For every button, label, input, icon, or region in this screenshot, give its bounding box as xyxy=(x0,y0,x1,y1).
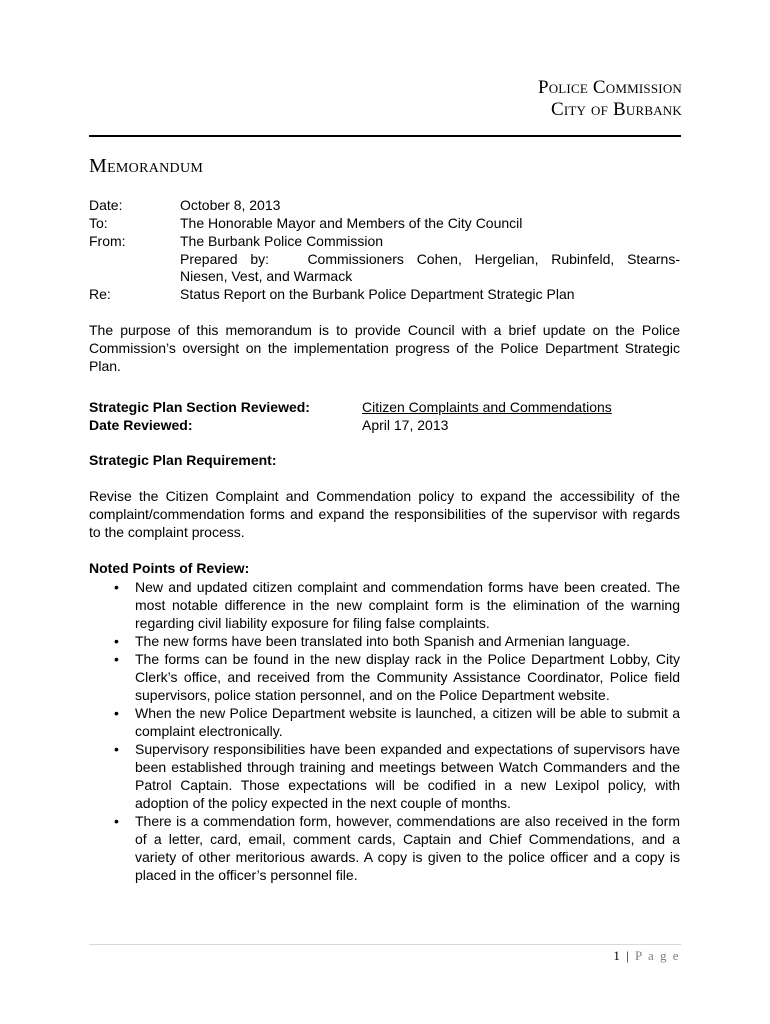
date-value: October 8, 2013 xyxy=(180,197,281,213)
list-item-text: There is a commendation form, however, commendations are also received in the form of a letter, card, email, comment cards, Captain and Chief Commendations, and a variety of other meritorious awards. A copy is given to the police officer and a copy is placed in the officer’s personnel file. xyxy=(135,813,680,883)
page-footer xyxy=(613,948,680,964)
list-item xyxy=(89,632,680,650)
bullet-dot-icon: • xyxy=(114,813,119,829)
requirement-heading: Strategic Plan Requirement: xyxy=(89,452,277,468)
from-value: The Burbank Police Commission xyxy=(180,233,384,249)
page-number: 1 xyxy=(613,948,622,963)
to-value: The Honorable Mayor and Members of the City Council xyxy=(180,215,523,231)
date-label: Date: xyxy=(89,197,123,213)
list-item xyxy=(89,812,680,884)
bullet-dot-icon: • xyxy=(114,651,119,667)
date-reviewed-label: Date Reviewed: xyxy=(89,417,193,433)
list-item xyxy=(89,740,680,812)
section-reviewed-label: Strategic Plan Section Reviewed: xyxy=(89,399,310,415)
page-word: P a g e xyxy=(634,948,680,963)
re-value: Status Report on the Burbank Police Department Strategic Plan xyxy=(180,286,575,302)
bullet-dot-icon: • xyxy=(114,633,119,649)
bullet-dot-icon: • xyxy=(114,741,119,757)
list-item-text: New and updated citizen complaint and commendation forms have been created. The most notable difference in the new complaint form is the elimination of the warning regarding civil liability exposure for filing false complaints. xyxy=(135,579,680,631)
from-label: From: xyxy=(89,233,126,249)
list-item-text: The forms can be found in the new display rack in the Police Department Lobby, City Clerk’s office, and received from the Community Assistance Coordinator, Police field supervisors, police station personnel, and on the Police Department website. xyxy=(135,651,680,703)
header-line-police-commission: Police Commission xyxy=(537,77,682,98)
footer-rule xyxy=(89,944,681,945)
requirement-paragraph: Revise the Citizen Complaint and Commendation policy to expand the accessibility of the complaint/commendation forms and expand the responsibilities of the supervisor with regards to the complaint process. xyxy=(89,488,680,540)
list-item xyxy=(89,704,680,740)
list-item-text: When the new Police Department website is launched, a citizen will be able to submit a complaint electronically. xyxy=(135,705,680,739)
header-rule xyxy=(89,135,681,137)
date-reviewed-value: April 17, 2013 xyxy=(362,417,449,433)
bullet-dot-icon: • xyxy=(114,705,119,721)
prepared-by-line-2: Niesen, Vest, and Warmack xyxy=(180,268,353,284)
bullet-dot-icon: • xyxy=(114,579,119,595)
header-line-city: City of Burbank xyxy=(550,99,682,120)
list-item xyxy=(89,650,680,704)
review-heading: Noted Points of Review: xyxy=(89,560,250,576)
prepared-by-line-1: Prepared by: Commissioners Cohen, Hergelian, Rubinfeld, Stearns- xyxy=(180,251,680,267)
re-label: Re: xyxy=(89,286,111,302)
list-item-text: The new forms have been translated into both Spanish and Armenian language. xyxy=(135,633,630,649)
purpose-paragraph: The purpose of this memorandum is to provide Council with a brief update on the Police Commission’s oversight on the implementation progress of the Police Department Strategic Plan. xyxy=(89,322,680,374)
memo-title: Memorandum xyxy=(89,155,204,177)
to-label: To: xyxy=(89,215,108,231)
review-bullet-list xyxy=(89,578,680,884)
section-reviewed-value: Citizen Complaints and Commendations xyxy=(362,399,612,415)
list-item xyxy=(89,578,680,632)
page-separator: | xyxy=(626,948,631,963)
list-item-text: Supervisory responsibilities have been expanded and expectations of supervisors have been established through training and meetings between Watch Commanders and the Patrol Captain. Those expectations will be codified in a new Lexipol policy, with adoption of the policy expected in the next couple of months. xyxy=(135,741,680,811)
